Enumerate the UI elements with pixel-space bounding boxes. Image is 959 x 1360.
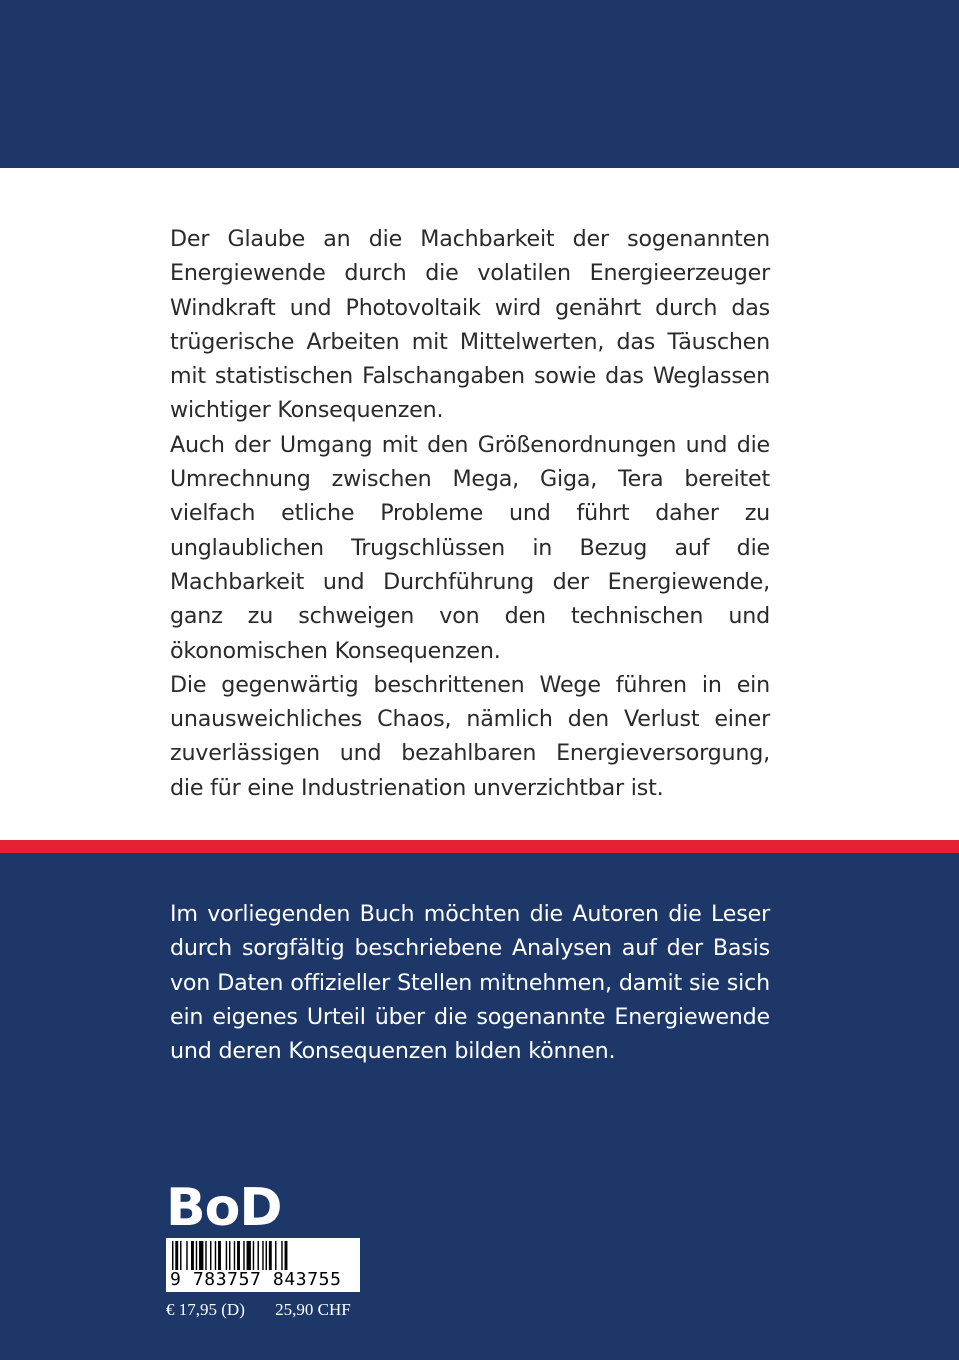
barcode-bar	[243, 1241, 244, 1270]
red-divider-stripe	[0, 840, 959, 853]
top-navy-band	[0, 0, 959, 168]
barcode-bar	[269, 1241, 272, 1270]
barcode-bar	[266, 1241, 267, 1270]
barcode-bar	[229, 1241, 230, 1270]
publisher-logo: BoD	[166, 1178, 282, 1238]
barcode-bars	[170, 1241, 356, 1271]
barcode-bar	[172, 1241, 173, 1270]
barcode-bar	[237, 1241, 240, 1270]
isbn-barcode	[166, 1238, 360, 1292]
barcode-bar	[196, 1241, 197, 1270]
barcode-bar	[218, 1241, 221, 1270]
barcode-bar	[180, 1241, 181, 1270]
barcode-bar	[215, 1241, 216, 1270]
price-chf: 25,90 CHF	[275, 1300, 351, 1319]
blurb-paragraph-1: Der Glaube an die Machbarkeit der sogenannten Energiewende durch die volatilen Energieerzeuger Windkraft und Photovoltaik wird genährt durch das trügerische Arbeiten mit Mittelwerten, das Täuschen mit statistischen Falschangaben sowie das Weglassen wichtiger Konsequenzen.	[170, 226, 770, 424]
barcode-bar	[285, 1241, 288, 1270]
barcode-bar	[186, 1241, 187, 1270]
price-eur: € 17,95 (D)	[166, 1300, 245, 1319]
isbn-digits: 9 783757 843755	[170, 1269, 342, 1290]
main-blurb	[170, 222, 770, 805]
price-row	[166, 1300, 351, 1320]
blurb-paragraph-2: Auch der Umgang mit den Größenordnungen und die Umrechnung zwischen Mega, Giga, Tera bereitet vielfach etliche Probleme und führt daher zu unglaublichen Trugschlüssen in Bezug auf die Machbarkeit und Durchführung der Energiewende, ganz zu schweigen von den technischen und ökonomischen Konsequenzen.	[170, 431, 770, 664]
blurb-paragraph-3: Die gegenwärtig beschrittenen Wege führen in ein unausweichliches Chaos, nämlich den Verlust einer zuverlässigen und bezahlbaren Energieversorgung, die für eine Industrienation unverzichtbar ist.	[170, 671, 770, 801]
barcode-bar	[210, 1241, 211, 1270]
barcode-bar	[253, 1241, 254, 1270]
barcode-bar	[281, 1241, 282, 1270]
bottom-blurb-text: Im vorliegenden Buch möchten die Autoren die Leser durch sorgfältig beschriebene Analysen auf der Basis von Daten offizieller Stellen mitnehmen, damit sie sich ein eigenes Urteil über die sogenannte Energiewende und deren Konsequenzen bilden können.	[170, 901, 770, 1065]
barcode-bar	[205, 1241, 206, 1270]
barcode-bar	[175, 1241, 178, 1270]
bottom-blurb	[170, 897, 770, 1068]
barcode-bar	[262, 1241, 263, 1270]
barcode-bar	[199, 1241, 203, 1270]
barcode-bar	[226, 1241, 227, 1270]
barcode-bar	[234, 1241, 235, 1270]
barcode-bar	[258, 1241, 259, 1270]
barcode-bar	[191, 1241, 194, 1270]
barcode-bar	[247, 1241, 251, 1270]
barcode-bar	[275, 1241, 276, 1270]
